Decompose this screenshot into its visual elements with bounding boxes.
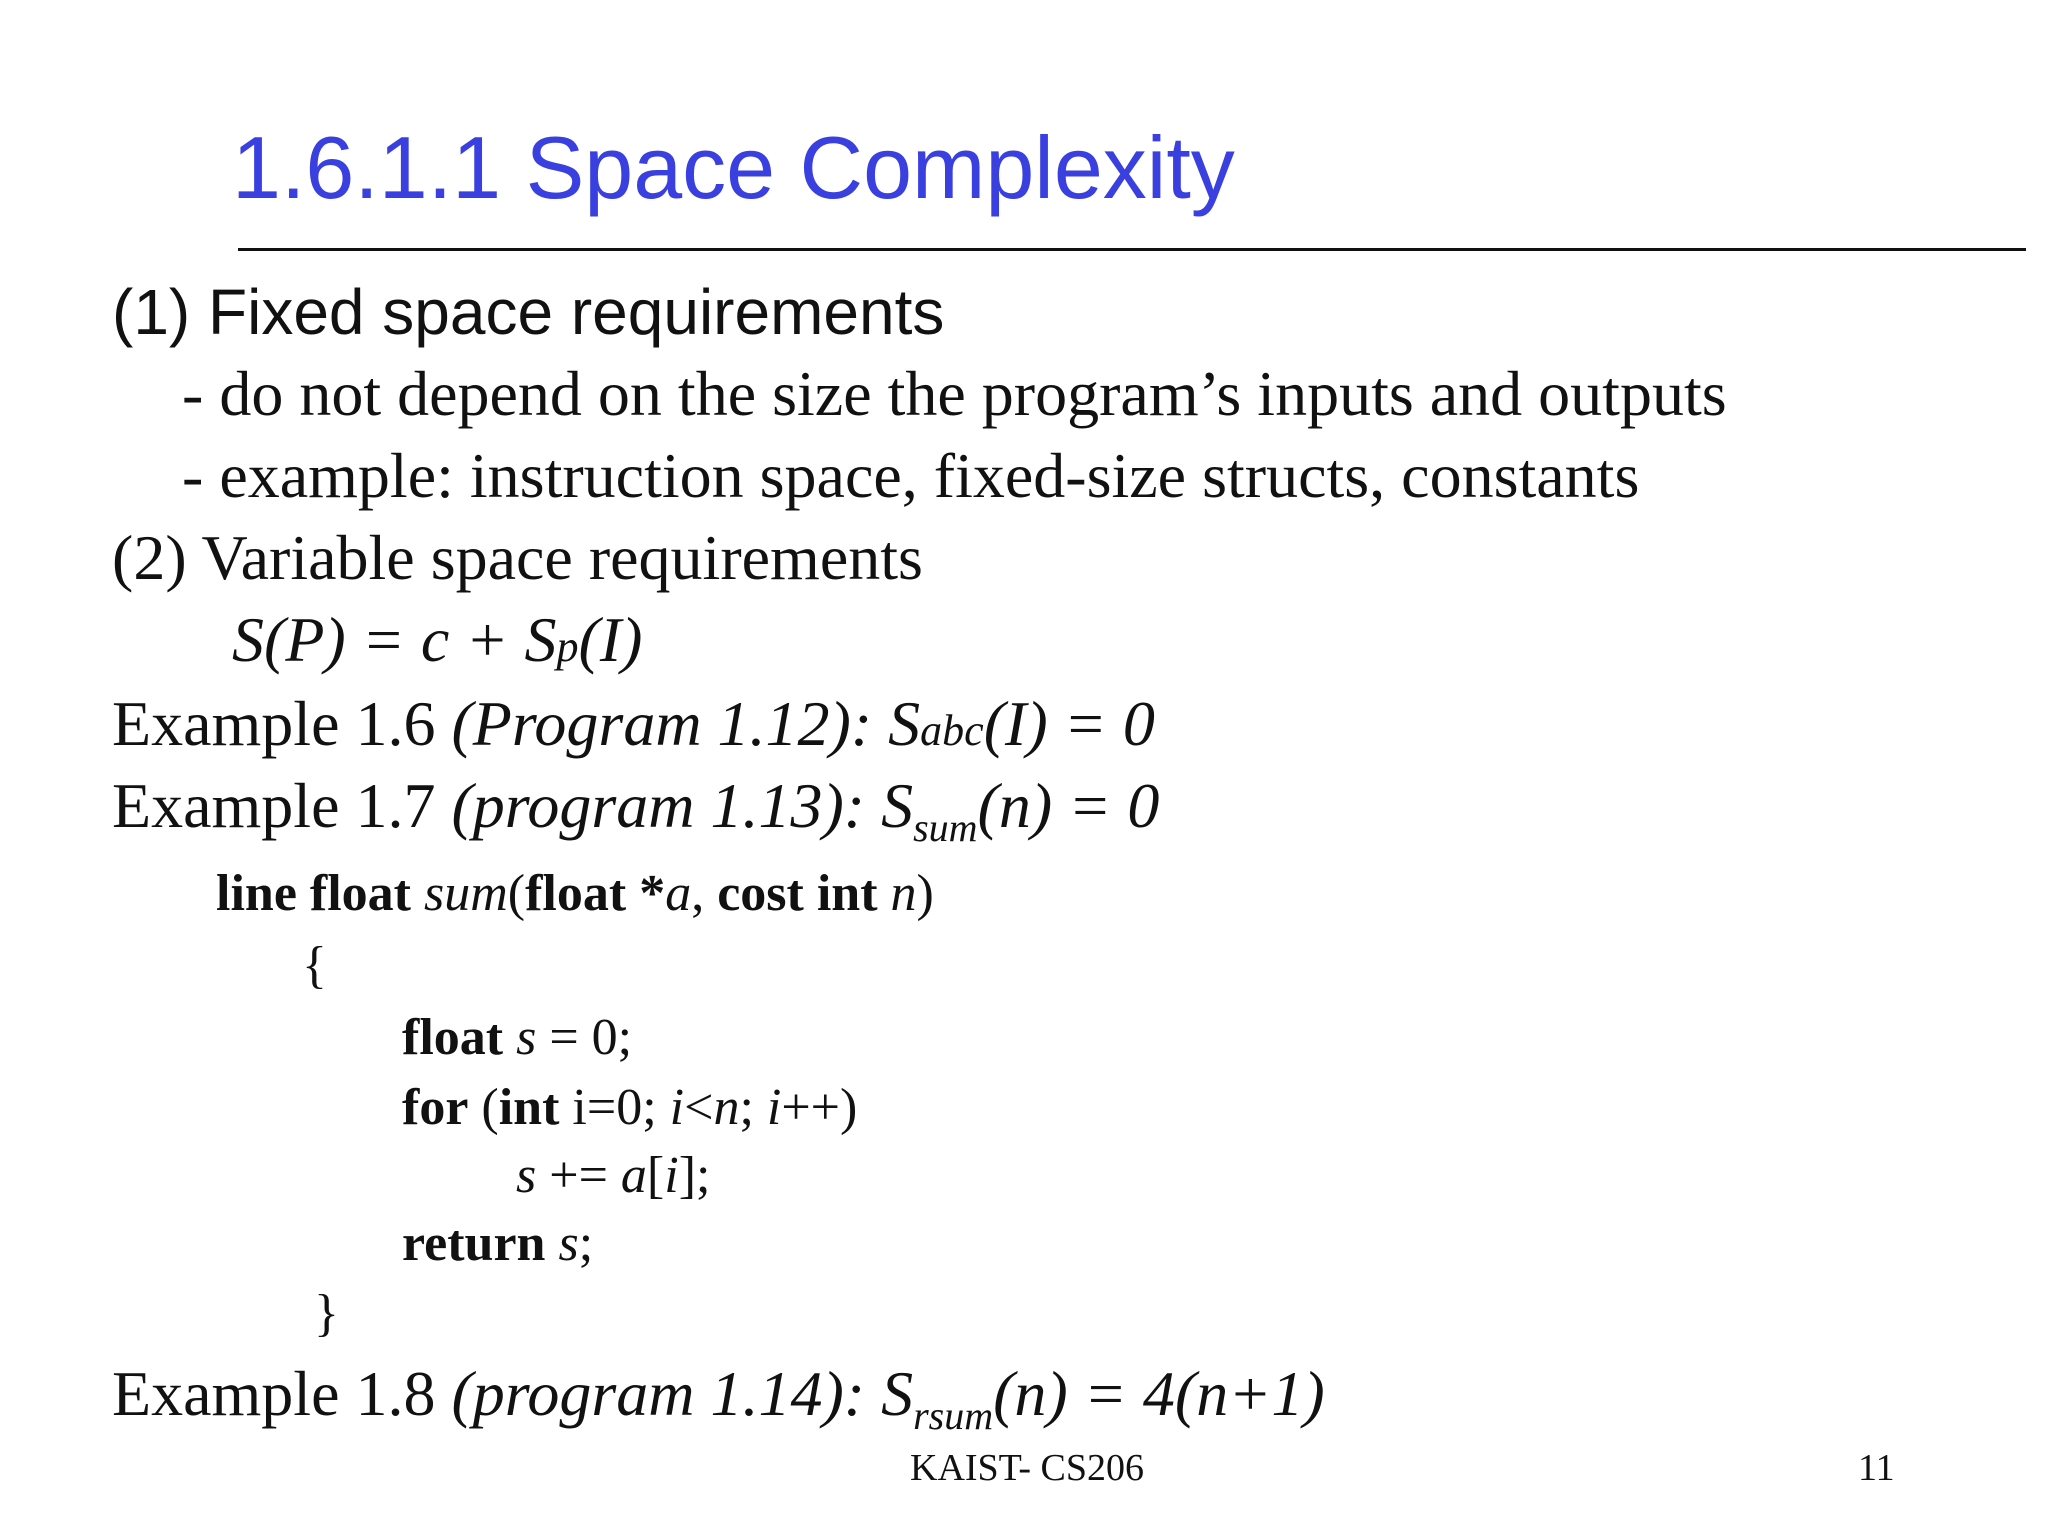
example-1-6 bbox=[112, 688, 1155, 767]
code-keyword: line float bbox=[216, 865, 424, 922]
space-formula bbox=[232, 604, 642, 683]
example-program: (Program 1.12): S bbox=[435, 688, 921, 759]
formula-rhs: (I) bbox=[578, 604, 643, 675]
code-line-2 bbox=[402, 1078, 857, 1138]
code-punct: , bbox=[691, 865, 718, 922]
example-1-7 bbox=[112, 770, 1159, 864]
example-result: (I) = 0 bbox=[983, 688, 1155, 759]
code-text: += bbox=[536, 1147, 621, 1204]
code-text: < bbox=[684, 1079, 714, 1136]
code-open-brace: { bbox=[302, 937, 327, 994]
formula-lhs: S(P) = c + S bbox=[232, 604, 557, 675]
fixed-space-bullet-1: - do not depend on the size the program’s inputs and outputs bbox=[182, 358, 1727, 429]
example-result: (n) = 0 bbox=[977, 770, 1160, 841]
code-arg: a bbox=[665, 865, 692, 922]
code-var: i bbox=[669, 1079, 685, 1136]
code-line-1 bbox=[402, 1008, 632, 1068]
code-text: ; bbox=[578, 1215, 594, 1272]
footer-page-number: 11 bbox=[1858, 1447, 1895, 1489]
code-close-brace: } bbox=[314, 1285, 339, 1342]
code-keyword: int bbox=[498, 1079, 560, 1136]
code-keyword: return bbox=[402, 1215, 559, 1272]
code-var: i bbox=[664, 1147, 679, 1204]
code-keyword: float * bbox=[525, 865, 666, 922]
formula-subscript: p bbox=[556, 622, 579, 671]
example-label: Example 1.6 bbox=[112, 688, 436, 759]
code-text: i=0; bbox=[559, 1079, 670, 1136]
code-var: a bbox=[620, 1147, 647, 1204]
example-program: (program 1.14): S bbox=[435, 1358, 914, 1429]
code-function-name: sum bbox=[423, 865, 508, 922]
code-text: ]; bbox=[678, 1147, 711, 1204]
code-var: i bbox=[766, 1079, 782, 1136]
example-subscript: abc bbox=[920, 706, 984, 755]
example-label: Example 1.7 bbox=[112, 770, 436, 841]
code-var: s bbox=[516, 1009, 537, 1066]
code-punct: ( bbox=[507, 865, 526, 922]
code-text: [ bbox=[646, 1147, 665, 1204]
slide-title: 1.6.1.1 Space Complexity bbox=[232, 118, 1235, 217]
example-subscript: rsum bbox=[913, 1393, 994, 1438]
code-text: ++) bbox=[781, 1079, 858, 1136]
fixed-space-heading: (1) Fixed space requirements bbox=[112, 276, 945, 348]
title-divider bbox=[238, 248, 2026, 251]
code-arg: n bbox=[890, 865, 917, 922]
fixed-space-bullet-2: - example: instruction space, fixed-size structs, constants bbox=[182, 440, 1640, 511]
code-punct: ) bbox=[916, 865, 934, 922]
example-subscript: sum bbox=[913, 805, 978, 850]
code-var: s bbox=[558, 1215, 579, 1272]
footer-course: KAIST- CS206 bbox=[910, 1447, 1145, 1489]
example-result: (n) = 4(n+1) bbox=[993, 1358, 1325, 1429]
code-keyword: float bbox=[402, 1009, 517, 1066]
example-1-8 bbox=[112, 1358, 1325, 1452]
code-line-3 bbox=[516, 1146, 710, 1206]
code-var: n bbox=[713, 1079, 740, 1136]
variable-space-heading: (2) Variable space requirements bbox=[112, 522, 923, 593]
code-signature bbox=[216, 864, 934, 924]
code-keyword: cost int bbox=[717, 865, 891, 922]
example-label: Example 1.8 bbox=[112, 1358, 436, 1429]
example-program: (program 1.13): S bbox=[435, 770, 914, 841]
code-line-4 bbox=[402, 1214, 593, 1274]
code-keyword: for bbox=[402, 1079, 469, 1136]
code-text: ; bbox=[739, 1079, 767, 1136]
code-punct: ( bbox=[468, 1079, 499, 1136]
code-text: = 0; bbox=[536, 1009, 633, 1066]
code-var: s bbox=[516, 1147, 537, 1204]
